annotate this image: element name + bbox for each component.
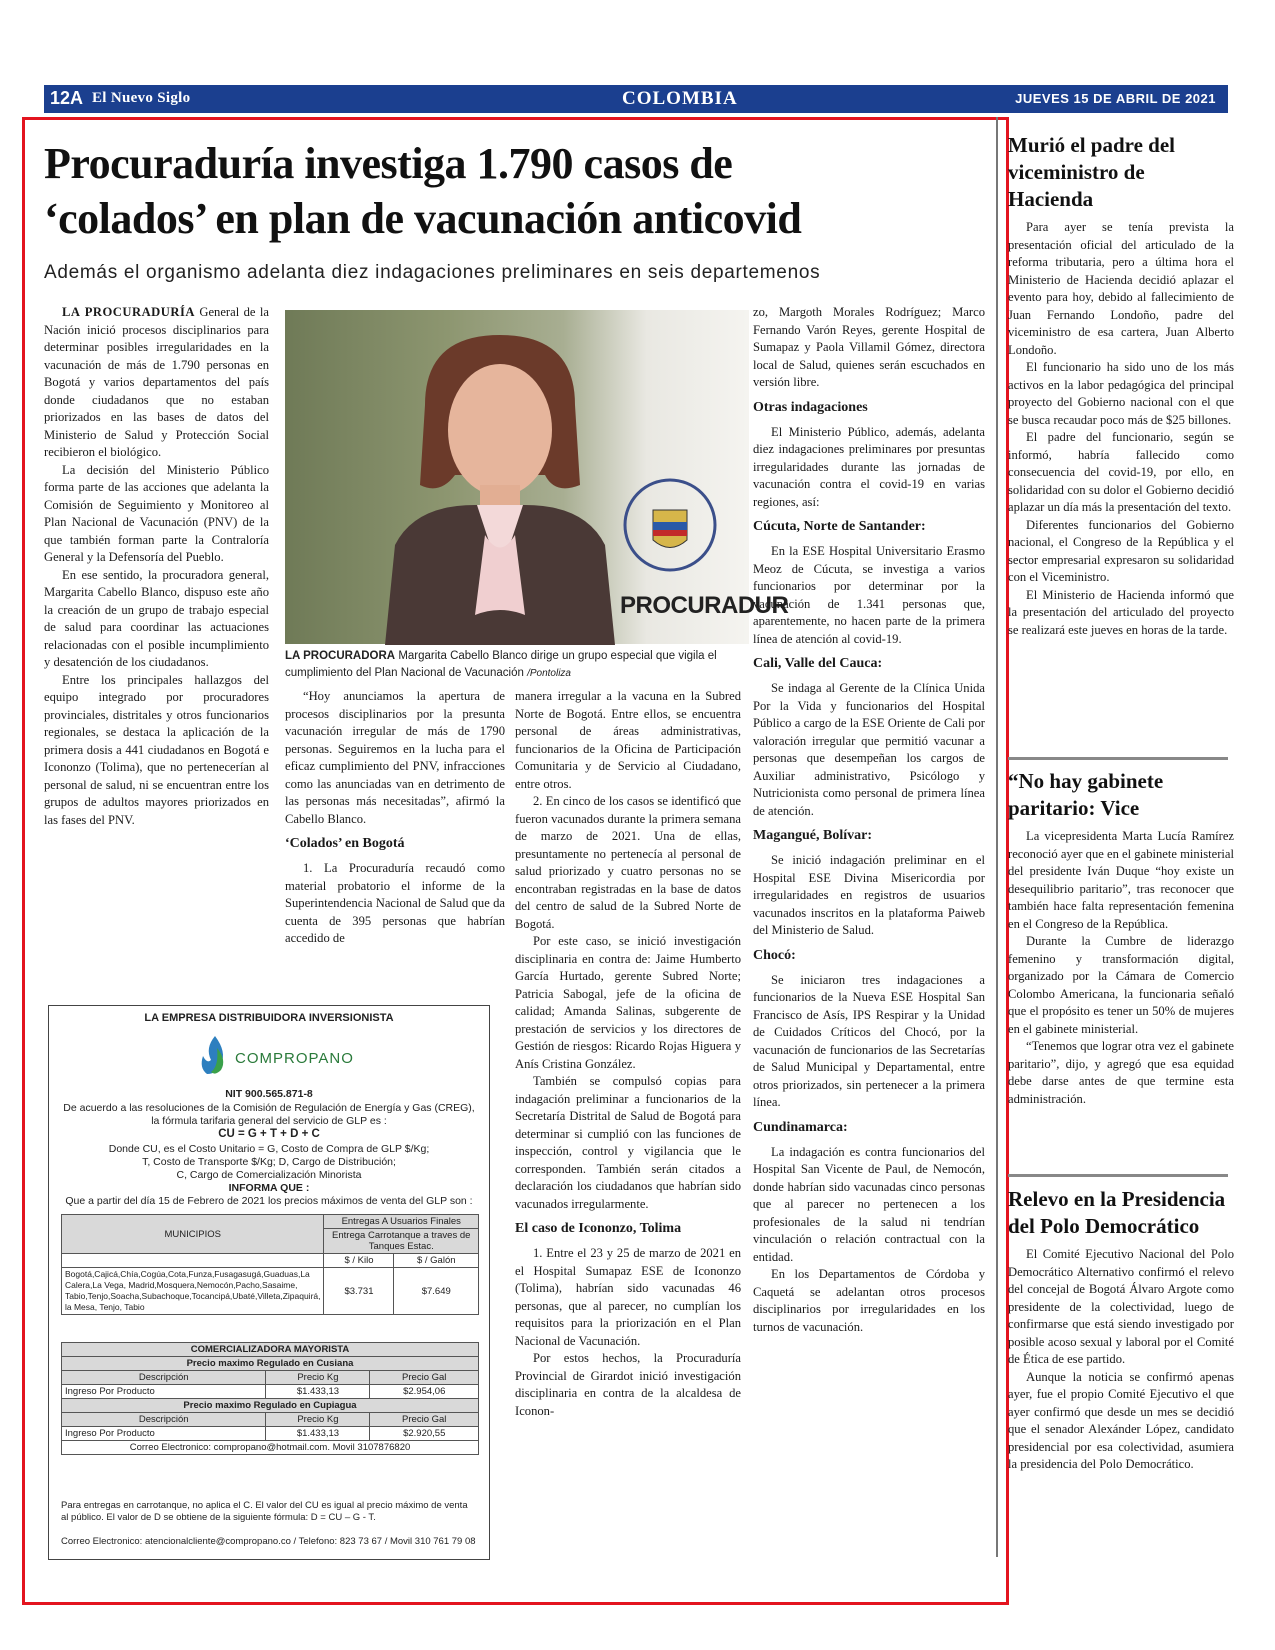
table-header: Descripción (62, 1413, 266, 1427)
sidebar-story-1 (1008, 132, 1234, 639)
paragraph: 1. La Procuraduría recaudó como material probatorio el informe de la Superintendencia Nacional de Salud que da cuenta de 395 personas que habrían accedido de (285, 861, 505, 945)
ad-nit: NIT 900.565.871-8 (225, 1088, 313, 1100)
lead-in: LA PROCURADURÍA (62, 305, 195, 319)
ad-text-line: Que a partir del día 15 de Febrero de 2021 los precios máximos de venta del GLP son : (65, 1195, 473, 1207)
table-cell: $2.954,06 (370, 1385, 479, 1399)
photo-caption (285, 648, 749, 682)
flag-text: PROCURADUR (620, 592, 789, 619)
paragraph: El Ministerio de Hacienda informó que la presentación del articulado del proyecto se realizará este jueves en horas de la tarde. (1008, 587, 1234, 637)
paragraph: Se indaga al Gerente de la Clínica Unida Por la Vida y funcionarios del Hospital Público a cargo de la ESE Oriente de Cali por valoración irregular que permitió vacunar a personas que desempeñan los cargos de Auxiliar administrativo, Psicólogo y Nutricionista como personal de primera línea de atención. (753, 681, 985, 818)
table-cell (62, 1254, 324, 1268)
table-header: $ / Galón (394, 1254, 479, 1268)
table-cell: $2.920,55 (370, 1427, 479, 1441)
mayorista-price-table (61, 1342, 479, 1455)
compropano-advertisement (48, 1005, 490, 1560)
sidebar-headline: Murió el padre del viceministro de Hacienda (1008, 133, 1176, 211)
company-logo (197, 1034, 354, 1084)
paragraph: El Ministerio Público, además, adelanta diez indagaciones preliminares por presuntas irregularidades durante las jornadas de vacunación contra el covid-19 en varias regiones, así: (753, 424, 985, 509)
ad-contact: Correo Electronico: atencionalcliente@compropano.co / Telefono: 823 73 67 / Movil 310 761 79 08 (61, 1536, 476, 1547)
ad-note: Para entregas en carrotanque, no aplica el C. El valor del CU es igual al precio máximo de venta (61, 1500, 468, 1511)
paragraph: Se iniciaron tres indagaciones a funcionarios de la Nueva ESE Hospital San Francisco de Asís, IPS Respirar y la Unidad de Cuidados Críticos del Chocó, por la vacunación de funcionarios de las Secretarías de Salud Municipal y Departamental, entre otros priorizados, sin pertenecer a la primera línea. (753, 972, 985, 1109)
ad-title: LA EMPRESA DISTRIBUIDORA INVERSIONISTA (144, 1012, 394, 1024)
table-header: Descripción (62, 1371, 266, 1385)
paragraph: La vicepresidenta Marta Lucía Ramírez reconoció ayer que en el gabinete ministerial del presidente Iván Duque “hoy existe un desequilibrio paritario”, tras reconocer que también hace falta representación femenina en el Congreso de la República. (1008, 829, 1234, 931)
newspaper-name: El Nuevo Siglo (92, 90, 191, 106)
municipios-list: Bogotá,Cajicá,Chía,Cogúa,Cota,Funza,Fusagasugá,Guaduas,La Calera,La Vega, Madrid,Mosquera,Nemocón,Pacho,Sasaime, Tabio,Tenjo,Soacha,Subachoque,Tocancipá,Ubaté,Villeta,Zipaquirá, la Mesa, Tenjo, Tabio (62, 1268, 324, 1315)
paragraph: Por este caso, se inició investigación disciplinaria en contra de: Jaime Humberto García Hurtado, gerente Subred Norte; Patricia Sabogal, jefe de la oficina de calidad; Amanda Salinas, subgerente de prestación de servicios y los directores de Gestión de riesgos: Ricardo Rojas Higuera y Anís Cristina González. (515, 934, 741, 1071)
paragraph: “Hoy anunciamos la apertura de procesos disciplinarios por la presunta vacunación irregular de más de 1790 personas. Seguiremos en la lucha para el eficaz cumplimiento del PNV, infracciones como las anunciadas van en detrimento de las personas más necesitadas”, afirmó la Cabello Blanco. (285, 689, 505, 826)
article-column-3 (515, 688, 741, 1420)
paragraph: “Tenemos que lograr otra vez el gabinete paritario”, dijo, y agregó que esa equidad debe darse antes de que termine esta administración. (1008, 1039, 1234, 1106)
paragraph: Entre los principales hallazgos del equipo integrado por procuradores provinciales, distritales y otros funcionarios regionales, se destaca la aplicación de la primera dosis a 441 ciudadanos en Bogotá e Icononzo (Tolima), que no pertenecerían al personal de salud, ni se encuentran entre los grupos de adultos mayores priorizados en las fases del PNV. (44, 672, 269, 827)
table-header: Entrega Carrotanque a traves de Tanques Estac. (324, 1229, 479, 1254)
table-subtitle: Precio maximo Regulado en Cupiagua (62, 1399, 479, 1413)
table-subtitle: Precio maximo Regulado en Cusiana (62, 1357, 479, 1371)
subheading: Chocó: (753, 947, 796, 963)
table-cell: $1.433,13 (266, 1385, 370, 1399)
paragraph: Para ayer se tenía prevista la presentación oficial del articulado de la reforma tributaria, pero a última hora el Ministerio de Hacienda decidió aplazar el evento para hoy, debido al fallecimiento de Juan Fernando Londoño, padre del viceministro de esa cartera, Juan Alberto Londoño. (1008, 220, 1234, 357)
page-number: 12A (50, 88, 84, 108)
paragraph: El Comité Ejecutivo Nacional del Polo Democrático Alternativo confirmó el relevo del concejal de Bogotá Álvaro Argote como presidente de la colectividad, luego de confirmarse que está siendo investigado por posible acoso sexual y laboral por el Comité de Ética de ese partido. (1008, 1247, 1234, 1366)
price-galon: $7.649 (394, 1268, 479, 1315)
price-kilo: $3.731 (324, 1268, 394, 1315)
paragraph: zo, Margoth Morales Rodríguez; Marco Fernando Varón Reyes, gerente Hospital de Sumapaz y Paola Villamil Gómez, directora local de Salud, quienes serán escuchados en versión libre. (753, 305, 985, 389)
ad-text-line: C, Cargo de Comercialización Minorista (176, 1169, 362, 1181)
paragraph: La indagación es contra funcionarios del Hospital San Vicente de Paul, de Nemocón, donde habrían sido vacunadas cinco personas que al parecer no pertenecen a los profesionales de la salud ni tendrían vinculación o relación contractual con la entidad. (753, 1144, 985, 1264)
paragraph: La decisión del Ministerio Público forma parte de las acciones que adelanta la Comisión de Seguimiento y Monitoreo al Plan Nacional de Vacunación (PNV) de la que también forman parte la Contraloría General y la Defensoría del Pueblo. (44, 462, 269, 564)
subheading: Otras indagaciones (753, 399, 868, 415)
paragraph: 1. Entre el 23 y 25 de marzo de 2021 en el Hospital Sumapaz ESE de Icononzo (Tolima), habrían sido vacunadas 46 personas, que al parecer, no cumplían los requisitos para la priorización en el Plan Nacional de Vacunación. (515, 1246, 741, 1348)
paragraph: En los Departamentos de Córdoba y Caquetá se adelantan otros procesos disciplinarios por irregularidades en los turnos de vacunación. (753, 1267, 985, 1334)
subheading: Magangué, Bolívar: (753, 828, 872, 843)
glp-price-table (61, 1214, 479, 1315)
logo-wordmark: COMPROPANO (235, 1050, 354, 1067)
paragraph: Se inició indagación preliminar en el Hospital ESE Divina Misericordia por irregularidades en registros de usuarios vacunados inscritos en la plataforma Paiweb del Ministerio de Salud. (753, 853, 985, 937)
ad-formula: CU = G + T + D + C (218, 1128, 320, 1140)
subheading: El caso de Icononzo, Tolima (515, 1221, 682, 1236)
sidebar-story-2 (1008, 768, 1234, 1108)
article-column-4 (753, 304, 985, 1336)
table-header: Entregas A Usuarios Finales (324, 1215, 479, 1229)
sidebar-story-3 (1008, 1186, 1234, 1474)
issue-date: JUEVES 15 DE ABRIL DE 2021 (1015, 91, 1216, 106)
caption-text: Margarita Cabello Blanco dirige un grupo especial que vigila el cumplimiento del Plan Nacional de Vacunación (285, 650, 717, 679)
section-name: COLOMBIA (622, 88, 738, 109)
article-photo (285, 310, 789, 644)
table-contact: Correo Electronico: compropano@hotmail.com. Movil 3107876820 (62, 1441, 479, 1455)
ad-text-line: la fórmula tarifaria general del servicio de GLP es : (151, 1115, 387, 1127)
paragraph-text: General de la Nación inició procesos disciplinarios para determinar posibles irregularidades en la vacunación de más de 1.790 personas en Bogotá y varios departamentos del país donde ciudadanos que no estaban priorizados en las bases de datos del Ministerio de Salud y Protección Social recibieron el biológico. (44, 305, 269, 459)
paragraph: Durante la Cumbre de liderazgo femenino y transformación digital, organizado por la Cámara de Comercio Colombo Americana, la funcionaria señaló que el propósito es tener un 50% de mujeres en el gabinete ministerial. (1008, 934, 1234, 1036)
paragraph: Por estos hechos, la Procuraduría Provincial de Girardot inició investigación disciplinaria en contra de la alcaldesa de Iconon- (515, 1351, 741, 1418)
column-divider (996, 117, 998, 1557)
article-column-2 (285, 688, 505, 948)
sidebar-headline: Relevo en la Presidencia del Polo Democrático (1008, 1187, 1226, 1238)
ad-text-line: De acuerdo a las resoluciones de la Comisión de Regulación de Energía y Gas (CREG), (63, 1102, 475, 1114)
caption-lead: LA PROCURADORA (285, 650, 396, 662)
table-cell: $1.433,13 (266, 1427, 370, 1441)
subheading: Cundinamarca: (753, 1119, 848, 1135)
sidebar-headline: “No hay gabinete paritario: Vice (1008, 769, 1164, 820)
paragraph: En la ESE Hospital Universitario Erasmo Meoz de Cúcuta, se investiga a varios funcionarios por determinar por la vacunación de 1.341 personas que, aparentemente, no hacen parte de la primera línea de atención al covid-19. (753, 544, 985, 646)
table-cell: Ingreso Por Producto (62, 1385, 266, 1399)
article-headline (44, 136, 1002, 246)
paragraph: 2. En cinco de los casos se identificó que fueron vacunados durante la primera semana de marzo de 2021. Una de ellas, presuntamente no pertenecía al personal de salud priorizado y cuatro personas no se encontraban registradas en la base de datos del centro de salud de la Subred Norte de Bogotá. (515, 794, 741, 931)
article-column-1 (44, 304, 269, 829)
table-header: Precio Gal (370, 1371, 479, 1385)
person-photo-illustration (385, 335, 615, 645)
masthead-bar (44, 85, 1228, 113)
paragraph: Diferentes funcionarios del Gobierno nacional, el Congreso de la República y el sector empresarial expresaron su solidaridad con el Viceministro. (1008, 517, 1234, 584)
paragraph: El funcionario ha sido uno de los más activos en la labor pedagógica del principal proyecto del Gobierno nacional con el que se busca recaudar poco más de $25 billones. (1008, 360, 1234, 427)
table-header: Precio Gal (370, 1413, 479, 1427)
photo-credit: /Pontoliza (527, 668, 571, 679)
subheading: Cali, Valle del Cauca: (753, 656, 883, 671)
paragraph: También se compulsó copias para indagación preliminar a funcionarios de la Secretaría Distrital de Salud de Bogotá para determinar si cumplió con las funciones de inspección, control y vigilancia que le corresponden. También serán citados a declaración los ciudadanos que habrían sido vacunados irregularmente. (515, 1074, 741, 1211)
subheading: ‘Colados’ en Bogotá (285, 836, 405, 851)
table-cell: Ingreso Por Producto (62, 1427, 266, 1441)
ad-informa: INFORMA QUE : (228, 1182, 310, 1194)
sidebar-rule (1008, 757, 1228, 760)
subheading: Cúcuta, Norte de Santander: (753, 519, 926, 534)
flame-icon (197, 1034, 233, 1080)
paragraph (44, 304, 269, 462)
paragraph: En ese sentido, la procuradora general, Margarita Cabello Blanco, dispuso este año la creación de un grupo de trabajo especial de salud para coordinar las actuaciones relacionadas con el posible incumplimiento y desatención de los ciudadanos. (44, 567, 269, 669)
ad-text-line: T, Costo de Transporte $/Kg; D, Cargo de Distribución; (142, 1156, 396, 1168)
table-header: $ / Kilo (324, 1254, 394, 1268)
coat-of-arms-emblem (615, 470, 725, 580)
article-deck: Además el organismo adelanta diez indagaciones preliminares en seis departemenos (44, 262, 821, 283)
headline-line-2: ‘colados’ en plan de vacunación anticovid (44, 194, 802, 243)
ad-text-line: Donde CU, es el Costo Unitario = G, Costo de Compra de GLP $/Kg; (108, 1143, 430, 1155)
table-title: COMERCIALIZADORA MAYORISTA (62, 1343, 479, 1357)
table-header: MUNICIPIOS (62, 1215, 324, 1254)
paragraph: El padre del funcionario, según se informó, habría fallecido como consecuencia del covid-19, por ello, en solidaridad con su dolor el Gobierno decidió aplazar un día más la presentación del texto. (1008, 430, 1234, 514)
headline-line-1: Procuraduría investiga 1.790 casos de (44, 139, 733, 188)
paragraph: manera irregular a la vacuna en la Subred Norte de Bogotá. Entre ellos, se encuentra personal de áreas administrativas, funcionarios de la Oficina de Participación Comunitaria y de Servicio al Ciudadano, entre otros. (515, 689, 741, 791)
table-header: Precio Kg (266, 1413, 370, 1427)
sidebar-rule (1008, 1174, 1228, 1177)
ad-note: al público. El valor de D se obtiene de la siguiente fórmula: D = CU – G - T. (61, 1512, 376, 1523)
paragraph: Aunque la noticia se confirmó apenas ayer, fue el propio Comité Ejecutivo el que ayer confirmó que desde un mes se decidió que el senador Alexánder López, candidato presidencial por esa colectividad, asumiera la presidencia del Polo Democrático. (1008, 1369, 1234, 1471)
table-header: Precio Kg (266, 1371, 370, 1385)
